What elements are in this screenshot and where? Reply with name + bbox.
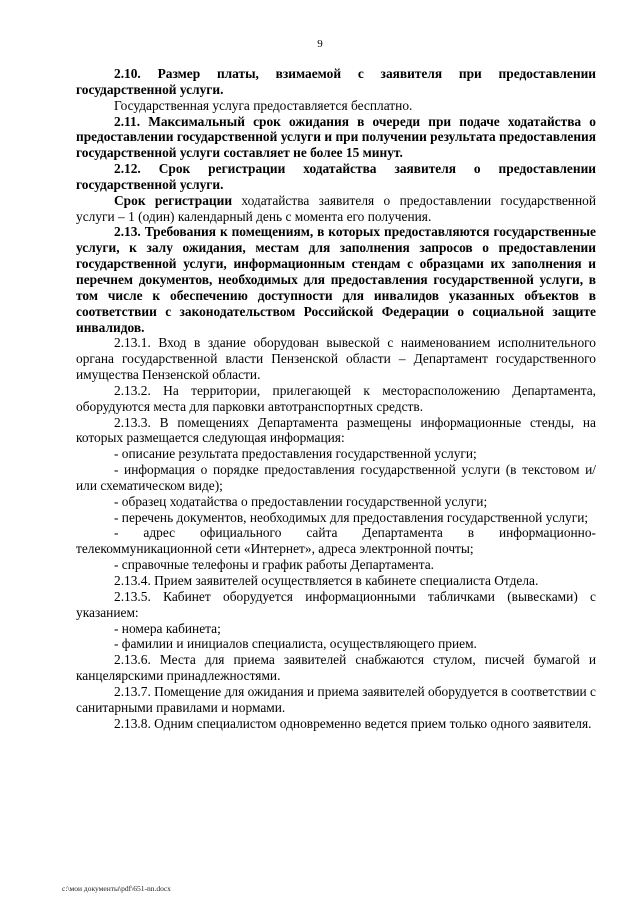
list-item: - номера кабинета; bbox=[114, 620, 221, 636]
list-item: - описание результата предоставления государственной услуги; bbox=[114, 446, 477, 462]
paragraph-2-13-8: 2.13.8. Одним специалистом одновременно ведется прием только одного заявителя. bbox=[114, 715, 592, 731]
paragraph-2-13-5: 2.13.5. Кабинет оборудуется информационными табличками (вывесками) с указанием: bbox=[76, 588, 596, 620]
paragraph-2-13-7: 2.13.7. Помещение для ожидания и приема заявителей оборудуется в соответствии с санитарными правилами и нормами. bbox=[76, 683, 596, 715]
paragraph-rest-text: ходатайства заявителя о предоставлении государственной услуги – 1 (один) календарный день с момента его получения. bbox=[76, 192, 596, 224]
paragraph-2-13-1: 2.13.1. Вход в здание оборудован вывеской с наименованием исполнительного органа государственной власти Пензенской области – Департамент государственного имущества Пензенской области. bbox=[76, 335, 596, 383]
paragraph-2-13-6: 2.13.6. Места для приема заявителей снабжаются стулом, писчей бумагой и канцелярскими принадлежностями. bbox=[76, 652, 596, 684]
paragraph-registration-term bbox=[76, 193, 596, 225]
list-item: - информация о порядке предоставления государственной услуги (в текстовом и/или схематическом виде); bbox=[76, 462, 596, 493]
paragraph: Государственная услуга предоставляется бесплатно. bbox=[114, 97, 413, 113]
section-heading-2-13: 2.13. Требования к помещениям, в которых предоставляются государственные услуги, к залу ожидания, местам для заполнения запросов о предоставлении государственной услуги, информационным стендам с образцами их заполнения и перечнем документов, необходимых для предоставления государственной услуги, в том числе к обеспечению доступности для инвалидов указанных объектов в соответствии с законодательством Российской Федерации о социальной защите инвалидов. bbox=[76, 224, 596, 335]
section-heading-2-12: 2.12. Срок регистрации ходатайства заявителя о предоставлении государственной услуги. bbox=[76, 161, 596, 192]
paragraph-2-13-3: 2.13.3. В помещениях Департамента размещены информационные стенды, на которых размещается следующая информация: bbox=[76, 414, 596, 446]
document-body bbox=[76, 66, 596, 731]
list-item: - образец ходатайства о предоставлении государственной услуги; bbox=[114, 493, 488, 509]
list-item: - адрес официального сайта Департамента в информационно-телекоммуникационной сети «Интернет», адреса электронной почты; bbox=[76, 525, 596, 557]
footer-file-path: c:\мои документы\pdf\651-nn.docx bbox=[62, 884, 171, 893]
list-item: - перечень документов, необходимых для предоставления государственной услуги; bbox=[114, 509, 589, 525]
list-item: - фамилии и инициалов специалиста, осуществляющего прием. bbox=[114, 636, 477, 652]
paragraph-2-13-4: 2.13.4. Прием заявителей осуществляется в кабинете специалиста Отдела. bbox=[114, 573, 539, 588]
section-heading-2-11: 2.11. Максимальный срок ожидания в очереди при подаче ходатайства о предоставлении государственной услуги и при получении результата предоставления государственной услуги составляет не более 15 минут. bbox=[76, 113, 596, 161]
list-item: - справочные телефоны и график работы Департамента. bbox=[114, 557, 435, 573]
paragraph-2-13-2: 2.13.2. На территории, прилегающей к месторасположению Департамента, оборудуются места для парковки автотранспортных средств. bbox=[76, 382, 596, 414]
lead-bold-text: Срок регистрации bbox=[114, 192, 233, 208]
page-number: 9 bbox=[317, 38, 323, 50]
section-heading-2-10: 2.10. Размер платы, взимаемой с заявителя при предоставлении государственной услуги. bbox=[76, 66, 596, 97]
